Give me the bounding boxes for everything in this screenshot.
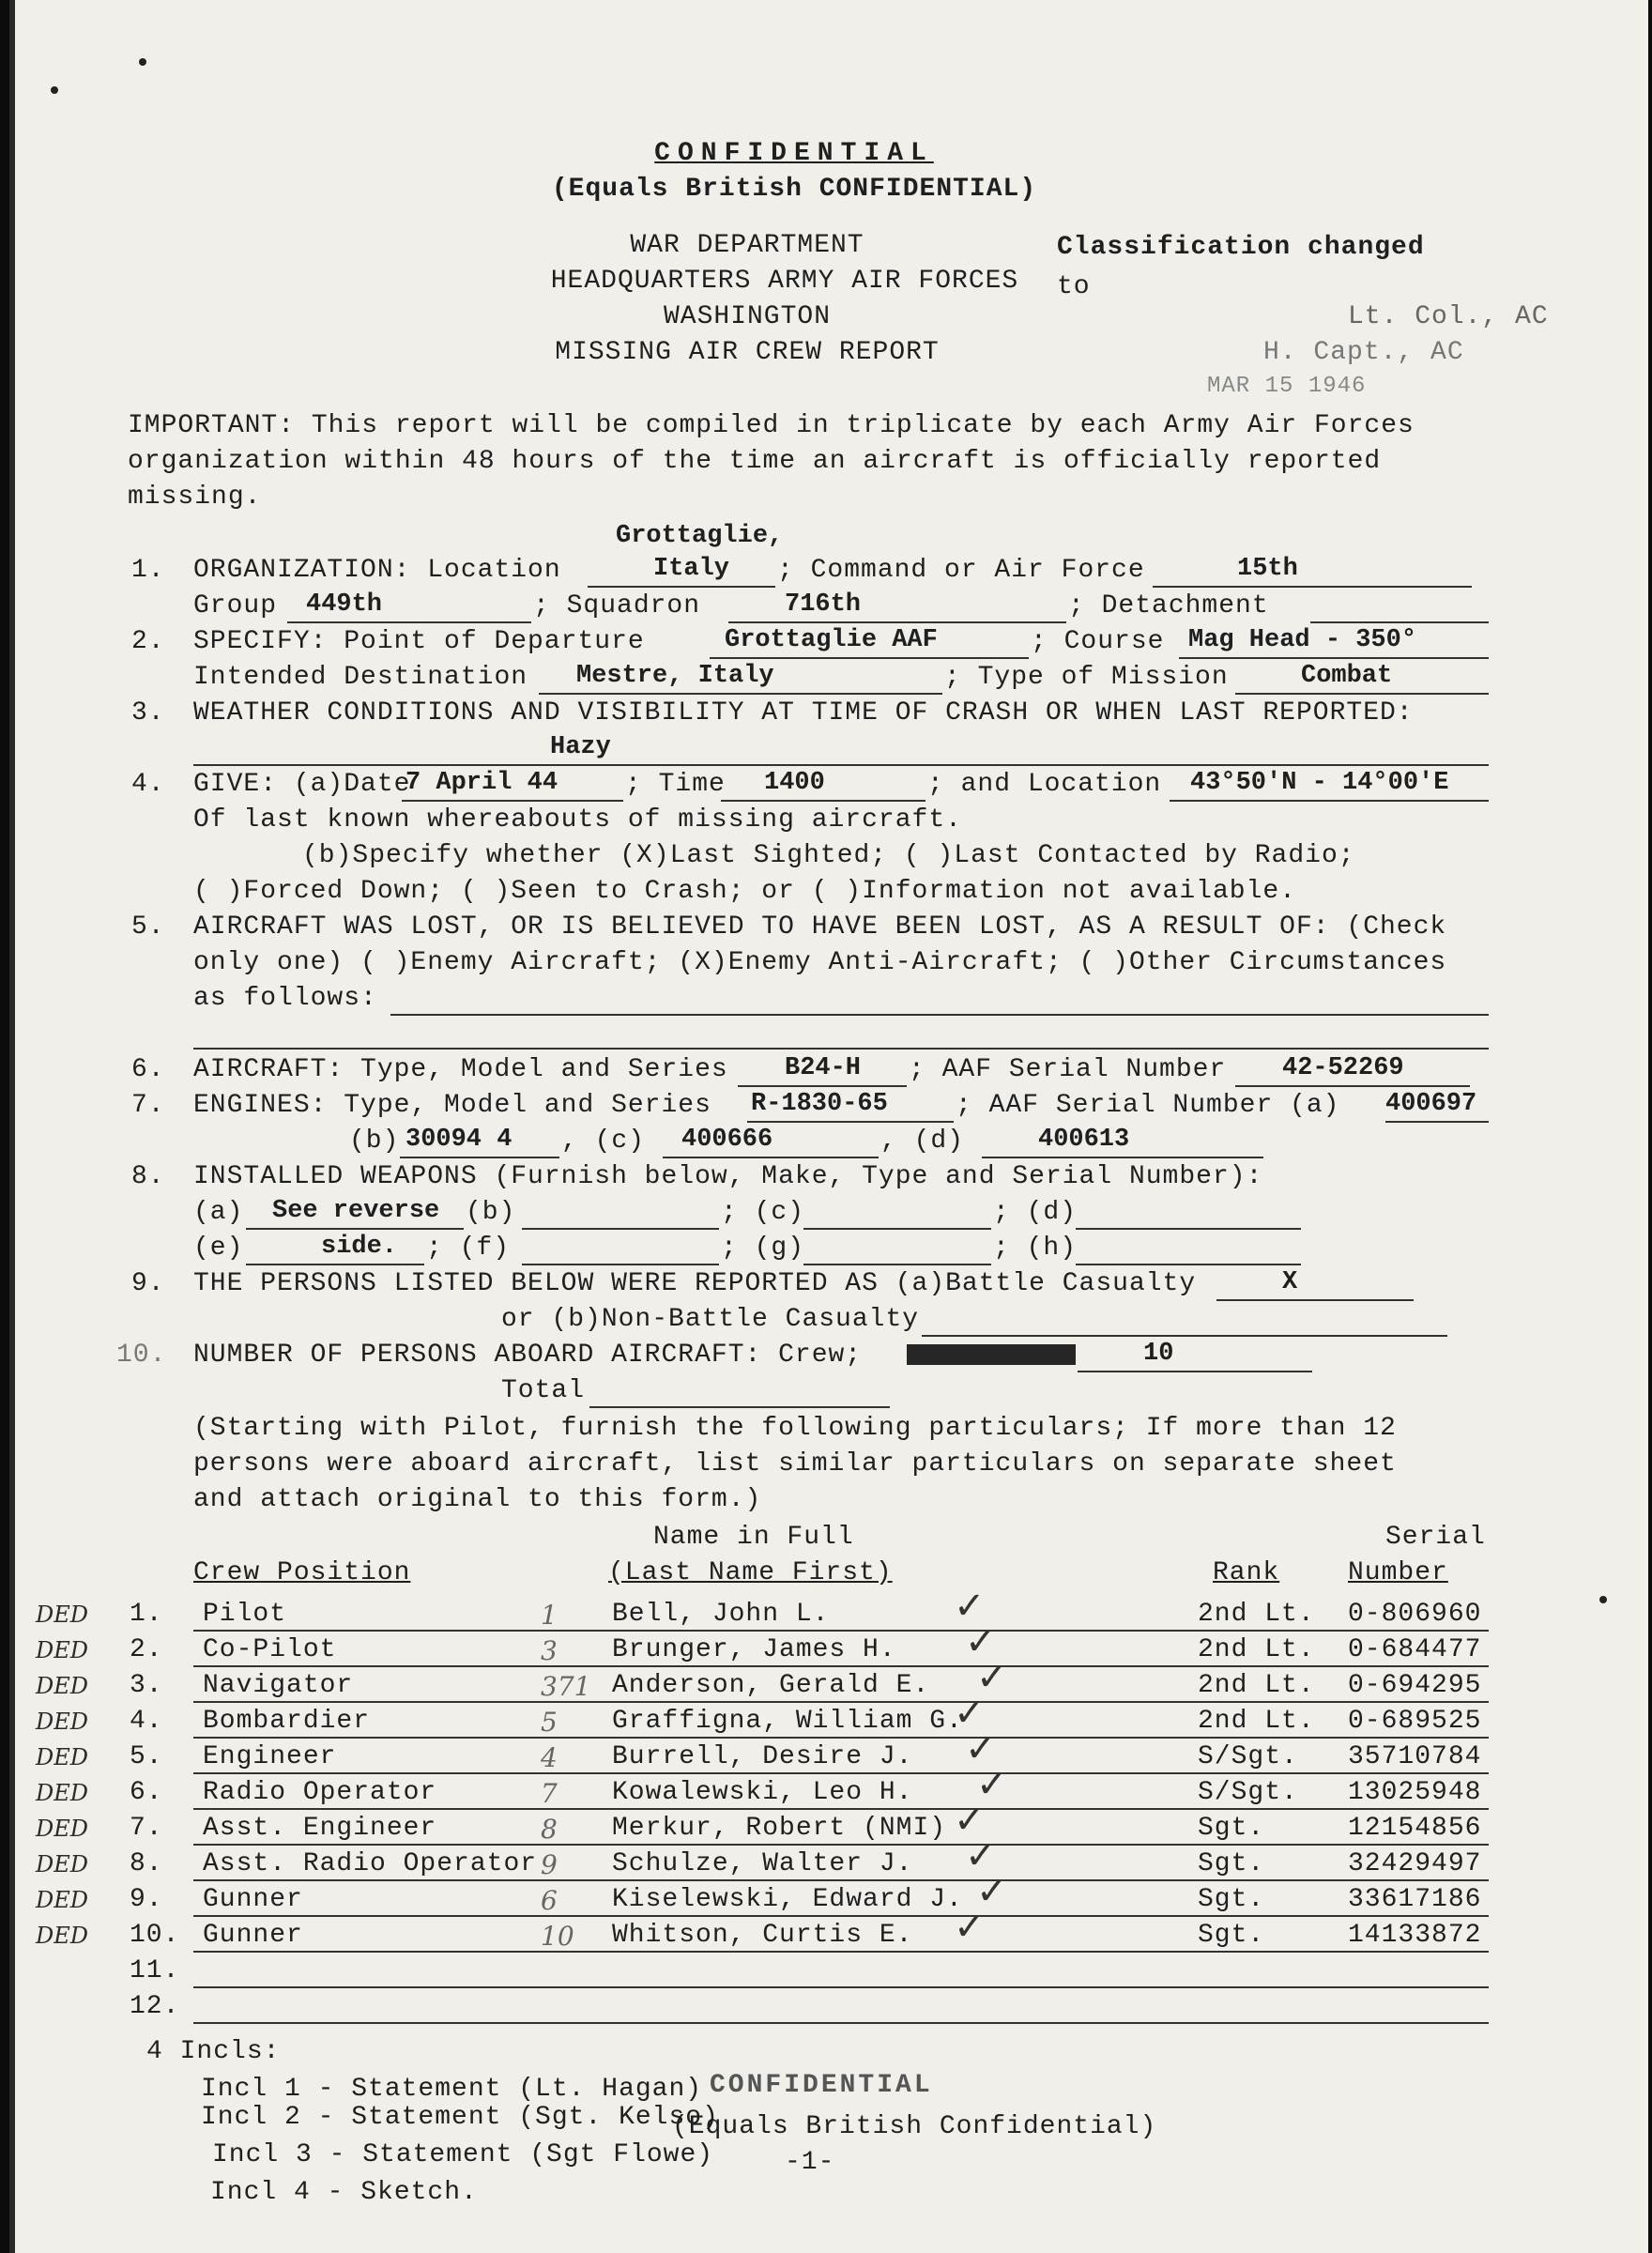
item-9-number: 9. [131, 1269, 165, 1298]
check-mark: ✓ [954, 1585, 986, 1628]
row-line [193, 1879, 1489, 1881]
engine-a-field: 400697 [1385, 1089, 1489, 1123]
item-8-number: 8. [131, 1162, 165, 1191]
check-mark: ✓ [954, 1906, 986, 1949]
row-line [193, 1844, 1489, 1846]
crew-position: Asst. Engineer [203, 1814, 437, 1843]
weapon-c-field [803, 1196, 991, 1230]
aircraft-label: AIRCRAFT: Type, Model and Series [193, 1055, 728, 1084]
inclosure-3: Incl 3 - Statement (Sgt Flowe) [212, 2140, 714, 2169]
squadron-label: ; Squadron [533, 591, 701, 621]
item-5-line-3: as follows: [193, 984, 377, 1013]
crew-serial: 14133872 [1348, 1921, 1482, 1950]
item-10-number: 10. [116, 1341, 167, 1370]
row-number: 9. [130, 1885, 163, 1914]
detachment-label: ; Detachment [1068, 591, 1269, 621]
engine-serial-label: ; AAF Serial Number (a) [956, 1091, 1340, 1120]
row-number: 6. [130, 1778, 163, 1807]
city: WASHINGTON [663, 302, 832, 331]
crew-position: Radio Operator [203, 1778, 437, 1807]
speck [51, 86, 58, 94]
check-mark: ✓ [965, 1834, 997, 1878]
non-battle-label: or (b)Non-Battle Casualty [501, 1305, 920, 1334]
command-field: 15th [1153, 554, 1472, 588]
status-mark: DED [36, 1637, 89, 1663]
weapon-d-label: ; (d) [993, 1198, 1078, 1227]
classification-equals: (Equals British CONFIDENTIAL) [551, 175, 1037, 204]
row-line [193, 1986, 1489, 1988]
crew-serial: 13025948 [1348, 1778, 1482, 1807]
weapon-h-field [1076, 1232, 1301, 1265]
row-number: 1. [130, 1600, 163, 1629]
engine-c-label: , (c) [561, 1126, 646, 1156]
item-4-line-3: (b)Specify whether (X)Last Sighted; ( )Last Contacted by Radio; [302, 841, 1355, 870]
sequence-mark: 6 [541, 1885, 558, 1916]
department: WAR DEPARTMENT [630, 231, 864, 260]
sequence-mark: 371 [541, 1671, 591, 1702]
crew-position: Gunner [203, 1921, 303, 1950]
row-number: 3. [130, 1671, 163, 1700]
crew-name: Brunger, James H. [612, 1635, 896, 1664]
departure-field: Grottaglie AAF [710, 625, 1029, 659]
crew-name: Merkur, Robert (NMI) [612, 1814, 947, 1843]
check-mark: ✓ [954, 1799, 986, 1842]
status-mark: DED [36, 1602, 89, 1628]
crew-serial: 32429497 [1348, 1849, 1482, 1878]
check-mark: ✓ [976, 1763, 1008, 1806]
crew-name: Anderson, Gerald E. [612, 1671, 930, 1700]
redaction-bar [907, 1344, 1076, 1365]
crew-position: Engineer [203, 1742, 337, 1771]
row-number: 10. [130, 1921, 180, 1950]
crew-position: Bombardier [203, 1707, 371, 1736]
classification-header: CONFIDENTIAL [654, 139, 934, 168]
sequence-mark: 8 [541, 1814, 558, 1845]
engine-d-label: , (d) [880, 1126, 965, 1156]
item-4-number: 4. [131, 770, 165, 799]
aircraft-type-field: B24-H [738, 1053, 907, 1087]
weapon-c-label: ; (c) [721, 1198, 805, 1227]
crew-rank: Sgt. [1198, 1921, 1265, 1950]
date-label: GIVE: (a)Date [193, 770, 411, 799]
engine-d-field: 400613 [982, 1125, 1263, 1158]
speck [1599, 1596, 1607, 1603]
time-label: ; Time [625, 770, 726, 799]
sequence-mark: 4 [541, 1742, 558, 1773]
row-number: 8. [130, 1849, 163, 1878]
check-mark: ✓ [976, 1656, 1008, 1699]
stamp-officer-2: H. Capt., AC [1263, 338, 1464, 367]
item-5-line-1: AIRCRAFT WAS LOST, OR IS BELIEVED TO HAVE BEEN LOST, AS A RESULT OF: (Check [193, 912, 1447, 942]
status-mark: DED [36, 1816, 89, 1842]
header-name-line-2: (Last Name First) [608, 1558, 893, 1587]
stamp-classification-changed: Classification changed [1057, 233, 1425, 262]
weapon-h-label: ; (h) [993, 1234, 1078, 1263]
non-battle-field [922, 1303, 1447, 1337]
row-line [193, 1772, 1489, 1774]
row-line [193, 1665, 1489, 1667]
page-number: -1- [785, 2148, 835, 2177]
sequence-mark: 3 [541, 1635, 558, 1666]
report-page [9, 0, 1648, 2253]
item-4-line-4: ( )Forced Down; ( )Seen to Crash; or ( )Information not available. [193, 877, 1296, 906]
crew-rank: S/Sgt. [1198, 1778, 1298, 1807]
status-mark: DED [36, 1780, 89, 1806]
crew-rank: S/Sgt. [1198, 1742, 1298, 1771]
crew-serial: 35710784 [1348, 1742, 1482, 1771]
crew-serial: 0-806960 [1348, 1600, 1482, 1629]
weapon-a-label: (a) [193, 1198, 244, 1227]
location-label: ; and Location [927, 770, 1162, 799]
casualty-label: THE PERSONS LISTED BELOW WERE REPORTED AS (a)Battle Casualty [193, 1269, 1197, 1298]
item-6-number: 6. [131, 1055, 165, 1084]
weapon-a-field: See reverse [246, 1196, 464, 1230]
instructions-line-3: and attach original to this form.) [193, 1485, 762, 1514]
course-field: Mag Head - 350° [1179, 625, 1489, 659]
row-line [193, 1915, 1489, 1917]
weapon-b-label: (b) [466, 1198, 516, 1227]
course-label: ; Course [1031, 627, 1165, 656]
crew-serial: 0-689525 [1348, 1707, 1482, 1736]
row-line [193, 2022, 1489, 2024]
group-label: Group [193, 591, 278, 621]
crew-rank: Sgt. [1198, 1814, 1265, 1843]
weapon-e-label: (e) [193, 1234, 244, 1263]
status-mark: DED [36, 1851, 89, 1878]
header-crew-position: Crew Position [193, 1558, 411, 1587]
row-line [193, 1737, 1489, 1739]
crew-position: Gunner [203, 1885, 303, 1914]
detachment-field [1310, 590, 1489, 623]
crew-serial: 0-684477 [1348, 1635, 1482, 1664]
sequence-mark: 7 [541, 1778, 558, 1809]
crew-name: Kowalewski, Leo H. [612, 1778, 913, 1807]
header-serial-line-2: Number [1348, 1558, 1448, 1587]
crew-name: Bell, John L. [612, 1600, 830, 1629]
weapon-e-field: side. [246, 1232, 424, 1265]
inclosures-title: 4 Incls: [146, 2037, 281, 2066]
sequence-mark: 5 [541, 1707, 558, 1738]
row-line [193, 1951, 1489, 1953]
item-1-number: 1. [131, 556, 165, 585]
crew-name: Kiselewski, Edward J. [612, 1885, 963, 1914]
status-mark: DED [36, 1887, 89, 1913]
important-line-1: IMPORTANT: This report will be compiled in triplicate by each Army Air Forces [128, 411, 1415, 440]
row-line [193, 1630, 1489, 1632]
total-field [589, 1374, 890, 1408]
destination-label: Intended Destination [193, 663, 528, 692]
weather-label: WEATHER CONDITIONS AND VISIBILITY AT TIME OF CRASH OR WHEN LAST REPORTED: [193, 698, 1414, 728]
crew-rank: Sgt. [1198, 1849, 1265, 1878]
squadron-field: 716th [728, 590, 1066, 623]
item-3-number: 3. [131, 698, 165, 728]
weather-field: Hazy [193, 732, 1489, 766]
inclosure-4: Incl 4 - Sketch. [210, 2178, 478, 2207]
crew-serial: 12154856 [1348, 1814, 1482, 1843]
headquarters: HEADQUARTERS ARMY AIR FORCES [550, 267, 1019, 296]
row-line [193, 1808, 1489, 1810]
row-number: 4. [130, 1707, 163, 1736]
inclosure-1: Incl 1 - Statement (Lt. Hagan) [201, 2075, 703, 2104]
crew-serial: 33617186 [1348, 1885, 1482, 1914]
date-field: 7 April 44 [402, 768, 623, 802]
engines-label: ENGINES: Type, Model and Series [193, 1091, 711, 1120]
row-line [193, 1701, 1489, 1703]
weapon-f-field [522, 1232, 719, 1265]
group-field: 449th [287, 590, 531, 623]
header-serial-line-1: Serial [1385, 1523, 1486, 1552]
engine-type-field: R-1830-65 [747, 1089, 954, 1123]
persons-aboard-label: NUMBER OF PERSONS ABOARD AIRCRAFT: Crew; [193, 1341, 863, 1370]
item-4-line-2: Of last known whereabouts of missing aircraft. [193, 805, 962, 835]
crew-rank: 2nd Lt. [1198, 1635, 1315, 1664]
crew-position: Asst. Radio Operator [203, 1849, 538, 1878]
header-rank: Rank [1213, 1558, 1280, 1587]
departure-label: SPECIFY: Point of Departure [193, 627, 645, 656]
instructions-line-1: (Starting with Pilot, furnish the following particulars; If more than 12 [193, 1414, 1397, 1443]
check-mark: ✓ [954, 1692, 986, 1735]
status-mark: DED [36, 1923, 89, 1949]
header-name-line-1: Name in Full [653, 1523, 854, 1552]
footer-classification: CONFIDENTIAL [710, 2071, 933, 2100]
footer-equals: (Equals British Confidential) [672, 2112, 1157, 2141]
crew-name: Schulze, Walter J. [612, 1849, 913, 1878]
circumstances-line-2 [193, 1048, 1489, 1050]
status-mark: DED [36, 1744, 89, 1770]
check-mark: ✓ [976, 1870, 1008, 1913]
stamp-date: MAR 15 1946 [1207, 374, 1367, 399]
crew-name: Burrell, Desire J. [612, 1742, 913, 1771]
speck [139, 58, 146, 66]
important-line-3: missing. [128, 483, 262, 512]
sequence-mark: 9 [541, 1849, 558, 1880]
check-mark: ✓ [965, 1727, 997, 1770]
destination-field: Mestre, Italy [539, 661, 942, 695]
sequence-mark: 10 [541, 1921, 574, 1952]
engine-b-field: 30094 4 [400, 1125, 559, 1158]
weapon-d-field [1076, 1196, 1301, 1230]
crew-name: Graffigna, William G. [612, 1707, 963, 1736]
row-number: 11. [130, 1956, 180, 1985]
aircraft-serial-label: ; AAF Serial Number [909, 1055, 1227, 1084]
crash-location-field: 43°50'N - 14°00'E [1170, 768, 1489, 802]
report-title: MISSING AIR CREW REPORT [555, 338, 940, 367]
sequence-mark: 1 [541, 1600, 558, 1631]
time-field: 1400 [721, 768, 925, 802]
status-mark: DED [36, 1709, 89, 1735]
crew-count-field: 10 [1078, 1339, 1312, 1372]
crew-position: Co-Pilot [203, 1635, 337, 1664]
item-2-number: 2. [131, 627, 165, 656]
location-field: Italy [588, 554, 775, 588]
instructions-line-2: persons were aboard aircraft, list similar particulars on separate sheet [193, 1449, 1397, 1479]
command-label: ; Command or Air Force [777, 556, 1145, 585]
crew-rank: 2nd Lt. [1198, 1707, 1315, 1736]
engine-b-label: (b) [349, 1126, 400, 1156]
stamp-to: to [1057, 272, 1091, 301]
total-label: Total [501, 1376, 586, 1405]
weapons-label: INSTALLED WEAPONS (Furnish below, Make, Type and Serial Number): [193, 1162, 1263, 1191]
row-number: 2. [130, 1635, 163, 1664]
check-mark: ✓ [965, 1620, 997, 1663]
crew-rank: 2nd Lt. [1198, 1600, 1315, 1629]
important-line-2: organization within 48 hours of the time an aircraft is officially reported [128, 447, 1382, 476]
battle-casualty-field: X [1216, 1267, 1414, 1301]
crew-position: Navigator [203, 1671, 354, 1700]
status-mark: DED [36, 1673, 89, 1699]
crew-position: Pilot [203, 1600, 287, 1629]
row-number: 12. [130, 1992, 180, 2021]
inclosure-2: Incl 2 - Statement (Sgt. Kelso) [201, 2103, 719, 2132]
location-note: Grottaglie, [616, 522, 784, 550]
stamp-officer-1: Lt. Col., AC [1348, 302, 1549, 331]
item-5-number: 5. [131, 912, 165, 942]
weapon-g-field [803, 1232, 991, 1265]
crew-serial: 0-694295 [1348, 1671, 1482, 1700]
circumstances-line-1 [390, 1014, 1489, 1016]
aircraft-serial-field: 42-52269 [1235, 1053, 1470, 1087]
item-5-line-2: only one) ( )Enemy Aircraft; (X)Enemy Anti-Aircraft; ( )Other Circumstances [193, 948, 1447, 977]
mission-label: ; Type of Mission [944, 663, 1229, 692]
organization-label: ORGANIZATION: Location [193, 556, 561, 585]
weapon-b-field [522, 1196, 719, 1230]
engine-c-field: 400666 [663, 1125, 879, 1158]
crew-name: Whitson, Curtis E. [612, 1921, 913, 1950]
mission-field: Combat [1235, 661, 1489, 695]
row-number: 5. [130, 1742, 163, 1771]
weapon-f-label: ; (f) [426, 1234, 511, 1263]
crew-rank: Sgt. [1198, 1885, 1265, 1914]
item-7-number: 7. [131, 1091, 165, 1120]
row-number: 7. [130, 1814, 163, 1843]
crew-rank: 2nd Lt. [1198, 1671, 1315, 1700]
weapon-g-label: ; (g) [721, 1234, 805, 1263]
